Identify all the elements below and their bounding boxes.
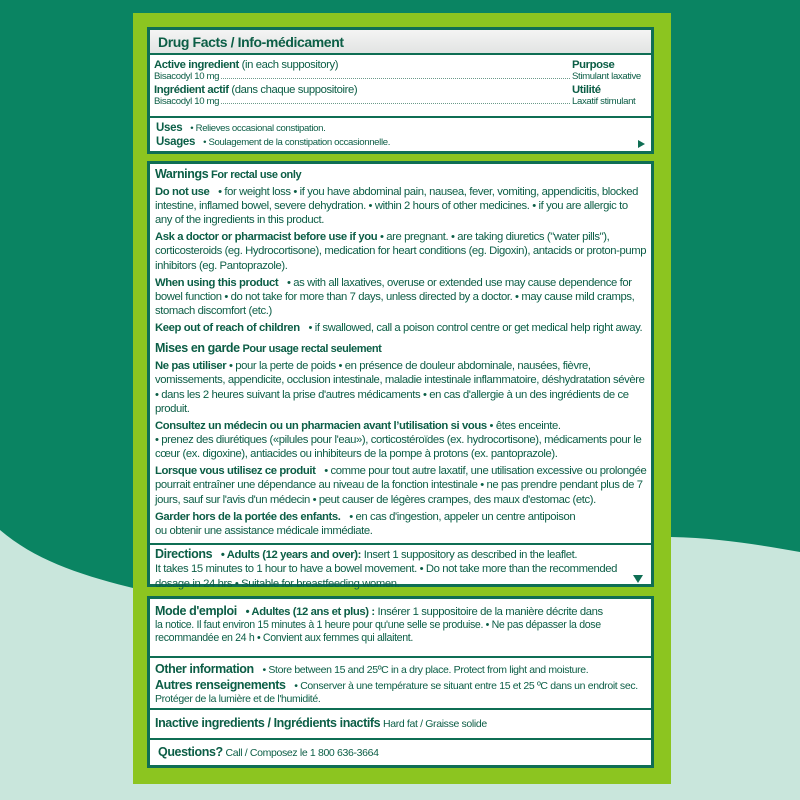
consultez-text: • êtes enceinte. [489, 419, 561, 432]
do-not-use-text: • for weight loss • if you have abdominal pain, nausea, fever, vomiting, appendicitis, blocked intestine, inflamed bowel, severe dehydration. • within 2 hours of other medicines. • if you are allergic to any of the ingredients in this product. [155, 185, 639, 227]
mises-en-garde-title: Mises en garde [155, 341, 240, 356]
ne-pas-utiliser-label: Ne pas utiliser [155, 360, 227, 373]
keep-out-label: Keep out of reach of children [155, 321, 300, 334]
purpose-value: Stimulant laxative [572, 71, 641, 82]
active-ingredient-label: Active ingredient [154, 59, 239, 71]
ne-pas-utiliser-text: • pour la perte de poids • en présence de douleur abdominale, nausées, fièvre, vomissements, appendicite, occlusion intestinale, maladie intestinale inflammatoire, déshydratation sévère • dans les 2 heures suivant la prise d'autres médicaments • en cas d'allergie à un des ingrédients de ce produit. [155, 360, 645, 415]
mode-emploi-text-3: recommandée en 24 h • Convient aux femmes qui allaitent. [155, 632, 413, 645]
do-not-use-label: Do not use [155, 185, 210, 198]
dotted-leader [221, 103, 570, 104]
autres-renseignements-text-2: Protéger de la lumière et de l'humidité. [155, 693, 321, 705]
garder-text: • en cas d'ingestion, appeler un centre antipoison [349, 510, 576, 523]
active-ingredient-section [150, 55, 651, 118]
garder-label: Garder hors de la portée des enfants. [155, 510, 341, 523]
autres-renseignements-label: Autres renseignements [155, 678, 286, 692]
lorsque-label: Lorsque vous utilisez ce produit [155, 465, 316, 478]
uses-section [150, 118, 651, 152]
utilite-label: Utilité [572, 84, 601, 96]
questions-phone[interactable]: Call / Composez le 1 800 636-3664 [225, 747, 379, 759]
when-using-label: When using this product [155, 276, 279, 289]
utilite-value: Laxatif stimulant [572, 96, 636, 107]
active-ingredient-value: Bisacodyl 10 mg [154, 71, 220, 82]
ask-doctor-label: Ask a doctor or pharmacist before use if you [155, 231, 378, 244]
uses-label: Uses [156, 122, 183, 134]
ingredient-actif-label: Ingrédient actif [154, 84, 229, 96]
purpose-label: Purpose [572, 59, 615, 71]
directions-title: Directions [155, 547, 213, 561]
directions-text-1: Insert 1 suppository as described in the leaflet. [363, 549, 578, 561]
directions-adults-label: • Adults (12 years and over): [220, 549, 361, 561]
warnings-panel [147, 161, 654, 590]
warnings-title: Warnings [155, 167, 209, 181]
questions-label: Questions? [158, 745, 223, 759]
other-info-text: • Store between 15 and 25ºC in a dry place. Protect from light and moisture. [262, 664, 589, 676]
mode-emploi-title: Mode d'emploi [155, 604, 237, 618]
inactive-label: Inactive ingredients / Ingrédients inactifs [155, 716, 381, 730]
autres-renseignements-text: • Conserver à une température se situant entre 15 et 25 ºC dans un endroit sec. [294, 680, 638, 692]
when-using-text: • as with all laxatives, overuse or extended use may cause dependence for bowel function • do not take for more than 7 days, unless directed by a doctor. • may cause mild cramps, stomach discomfort (etc.) [155, 276, 635, 318]
ingredient-actif-note: (dans chaque suppositoire) [231, 84, 358, 96]
usages-text: • Soulagement de la constipation occasionnelle. [203, 137, 391, 148]
other-information-section [150, 656, 651, 708]
inactive-text: Hard fat / Graisse solide [382, 718, 487, 730]
active-ingredient-note: (in each suppository) [241, 59, 339, 71]
drug-facts-top-panel [147, 27, 654, 154]
warnings-section [150, 164, 651, 543]
ask-doctor-text: • are pregnant. • are taking diuretics ("water pills"), corticosteroids (eg. Hydrocortisone), medication for heart conditions (eg. Digoxin), antacids or proton-pump inhibitors (eg. Pantoprazole). [155, 231, 647, 272]
mode-emploi-section [150, 599, 651, 656]
consultez-text-2: • prenez des diurétiques («pilules pour l'eau»), corticostéroïdes (ex. hydrocortisone), médicaments pour le cœur (ex. digoxine), antiacides ou inhibiteurs de la pompe à protons (ex. pantoprazole). [155, 434, 642, 461]
lorsque-text: • comme pour tout autre laxatif, une utilisation excessive ou prolongée pourrait entraîner une dépendance au niveau de la fonction intestinale • ne pas prendre pendant plus de 7 jours, sauf sur l'avis d'un médecin • peut causer de légères crampes, des maux d'estomac (etc). [155, 465, 647, 506]
inactive-ingredients-section [150, 708, 651, 738]
mode-emploi-text-2: la notice. Il faut environ 15 minutes à 1 heure pour qu'une selle se produise. • Ne pas dépasser la dose [155, 619, 601, 632]
other-info-label: Other information [155, 662, 254, 676]
ingredient-actif-value: Bisacodyl 10 mg [154, 96, 220, 107]
directions-section [150, 543, 651, 590]
drug-facts-title: Drug Facts / Info-médicament [158, 34, 344, 50]
garder-text-2: ou obtenir une assistance médicale immédiate. [155, 524, 373, 537]
mode-emploi-adults-label: • Adultes (12 ans et plus) : [245, 606, 375, 618]
consultez-label: Consultez un médecin ou un pharmacien avant l’utilisation si vous [155, 419, 487, 432]
directions-text-2: It takes 15 minutes to 1 hour to have a bowel movement. • Do not take more than the recommended dosage in 24 hrs • Suitable for breastfeeding women. [155, 563, 618, 590]
directions-fr-panel [147, 596, 654, 768]
warnings-subtitle: For rectal use only [211, 169, 302, 181]
mode-emploi-text-1: Insérer 1 suppositoire de la manière décrite dans [377, 606, 603, 618]
continue-right-icon [638, 140, 645, 148]
keep-out-text: • if swallowed, call a poison control centre or get medical help right away. [308, 321, 643, 334]
drug-facts-header [150, 30, 651, 55]
mises-en-garde-subtitle: Pour usage rectal seulement [242, 343, 382, 356]
questions-section [150, 738, 651, 765]
uses-text: • Relieves occasional constipation. [190, 123, 326, 134]
continue-down-icon [633, 575, 643, 583]
usages-label: Usages [156, 136, 196, 148]
dotted-leader [221, 78, 570, 79]
